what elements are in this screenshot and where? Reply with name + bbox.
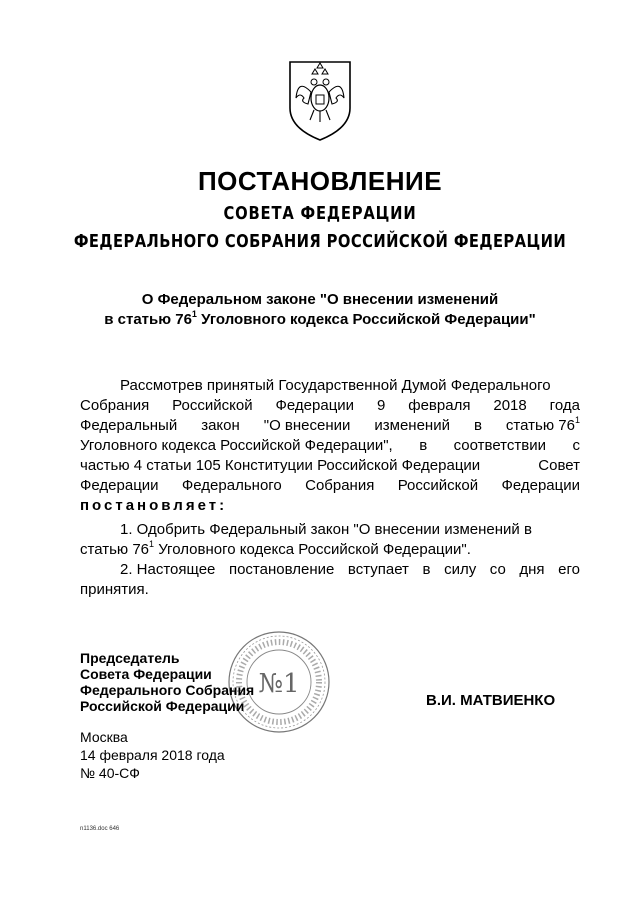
preamble-line: Рассмотрев принятый Государственной Думой Федерального [120, 377, 551, 394]
subject-line-1: О Федеральном законе "О внесении изменений [141, 291, 499, 308]
preamble-paragraph [80, 376, 580, 516]
issue-number: № 40-СФ [80, 765, 140, 781]
subject-line-2: в статью $76^1$ Уголовного кодекса Российской Федерации" [104, 309, 536, 328]
coat-of-arms-icon [284, 58, 356, 142]
resolves-word: постановляет: [80, 497, 228, 514]
preamble-line: Федерации Федерального Собрания Российской Федерации [80, 477, 580, 494]
preamble-line: Федеральный закон "О внесении изменений в статью $76^1$ [80, 415, 580, 434]
issuer-line-1: СОВЕТА ФЕДЕРАЦИИ [223, 203, 417, 224]
issuer-line-2: ФЕДЕРАЛЬНОГО СОБРАНИЯ РОССИЙСКОЙ ФЕДЕРАЦИИ [73, 231, 567, 252]
document-title: ПОСТАНОВЛЕНИЕ [197, 166, 443, 196]
resolution-item-1-line: 1. Одобрить Федеральный закон "О внесении изменений в [120, 521, 532, 538]
issue-details [80, 728, 225, 782]
resolution-item-2-line: принятия. [80, 581, 149, 598]
preamble-line: Уголовного кодекса Российской Федерации", в соответствии с [80, 437, 580, 454]
issue-date: 14 февраля 2018 года [80, 747, 225, 763]
signer-name: В.И. МАТВИЕНКО [426, 692, 556, 709]
resolution-item-2-line: 2. Настоящее постановление вступает в силу со дня его [120, 561, 580, 578]
seal-number: №1 [258, 669, 300, 699]
resolution-item-1-line: статью $76^1$ Уголовного кодекса Российской Федерации". [80, 539, 471, 558]
preamble-line: Собрания Российской Федерации 9 февраля 2018 года [80, 397, 580, 414]
signer-title: Председатель Совета Федерации Федерального Собрания Российской Федерации [80, 650, 255, 714]
preamble-line: частью 4 статьи 105 Конституции Российской Федерации Совет [80, 457, 580, 474]
issue-city: Москва [80, 729, 128, 745]
resolution-items [80, 520, 580, 600]
file-reference: n1136.doc 646 [80, 826, 120, 832]
